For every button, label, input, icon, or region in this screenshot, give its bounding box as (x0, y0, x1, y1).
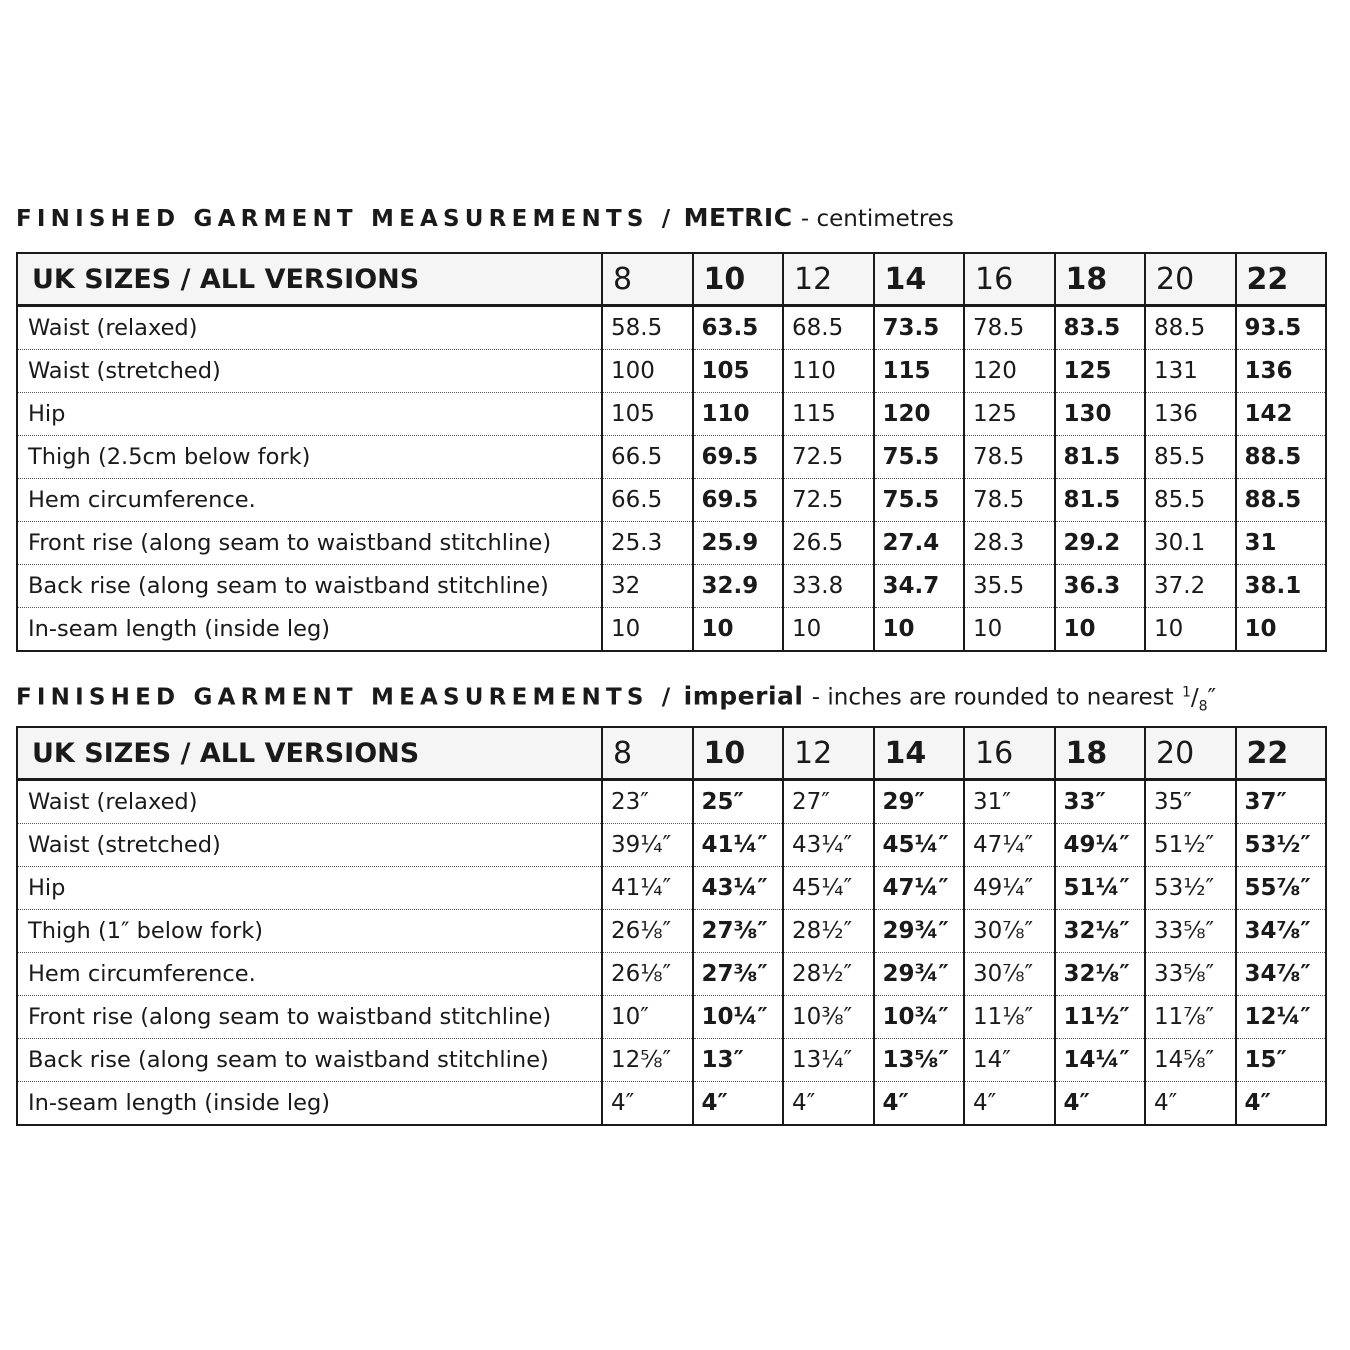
table-cell: 30.1 (1145, 522, 1236, 565)
row-label: Hem circumference. (17, 953, 602, 996)
table-row (17, 522, 1326, 565)
table-cell: 53½″ (1145, 867, 1236, 910)
table-cell: 33″ (1055, 780, 1146, 824)
table-cell: 10¾″ (874, 996, 965, 1039)
table-cell: 12¼″ (1236, 996, 1327, 1039)
table-cell: 41¼″ (693, 824, 784, 867)
table-cell: 27″ (783, 780, 874, 824)
row-label: Waist (relaxed) (17, 780, 602, 824)
table-cell: 35″ (1145, 780, 1236, 824)
table-row (17, 479, 1326, 522)
table-cell: 73.5 (874, 306, 965, 350)
imperial-heading-unit: imperial (683, 681, 804, 711)
table-cell: 10¼″ (693, 996, 784, 1039)
table-cell: 34.7 (874, 565, 965, 608)
table-cell: 85.5 (1145, 436, 1236, 479)
metric-header-row (17, 253, 1326, 306)
table-cell: 14″ (964, 1039, 1055, 1082)
table-cell: 53½″ (1236, 824, 1327, 867)
row-label: Thigh (1″ below fork) (17, 910, 602, 953)
table-cell: 69.5 (693, 436, 784, 479)
table-cell: 85.5 (1145, 479, 1236, 522)
table-cell: 34⅞″ (1236, 910, 1327, 953)
size-header: 20 (1145, 727, 1236, 780)
table-cell: 72.5 (783, 436, 874, 479)
row-label: Waist (relaxed) (17, 306, 602, 350)
table-cell: 66.5 (602, 436, 693, 479)
table-cell: 37″ (1236, 780, 1327, 824)
table-cell: 83.5 (1055, 306, 1146, 350)
table-cell: 110 (693, 393, 784, 436)
imperial-heading-note: - inches are rounded to nearest (811, 684, 1174, 711)
table-row (17, 306, 1326, 350)
table-cell: 28½″ (783, 910, 874, 953)
metric-heading-note: - centimetres (800, 206, 954, 232)
table-cell: 72.5 (783, 479, 874, 522)
table-cell: 25.3 (602, 522, 693, 565)
table-row (17, 867, 1326, 910)
row-label: Back rise (along seam to waistband stitchline) (17, 1039, 602, 1082)
row-label: Hip (17, 393, 602, 436)
table-cell: 27⅜″ (693, 910, 784, 953)
size-header: 14 (874, 253, 965, 306)
table-cell: 30⅞″ (964, 910, 1055, 953)
table-cell: 10 (1055, 608, 1146, 652)
table-cell: 31 (1236, 522, 1327, 565)
metric-section (16, 198, 1325, 652)
table-cell: 81.5 (1055, 479, 1146, 522)
table-cell: 63.5 (693, 306, 784, 350)
size-header: 8 (602, 727, 693, 780)
table-cell: 88.5 (1236, 436, 1327, 479)
table-cell: 58.5 (602, 306, 693, 350)
table-cell: 10″ (602, 996, 693, 1039)
table-cell: 29.2 (1055, 522, 1146, 565)
table-cell: 130 (1055, 393, 1146, 436)
table-cell: 29″ (874, 780, 965, 824)
metric-heading-unit: METRIC (683, 203, 793, 232)
table-row (17, 350, 1326, 393)
row-label: Front rise (along seam to waistband stitchline) (17, 522, 602, 565)
fraction-denominator: 8 (1198, 698, 1208, 715)
row-label: Back rise (along seam to waistband stitchline) (17, 565, 602, 608)
table-cell: 15″ (1236, 1039, 1327, 1082)
table-cell: 39¼″ (602, 824, 693, 867)
table-cell: 34⅞″ (1236, 953, 1327, 996)
table-cell: 33.8 (783, 565, 874, 608)
table-cell: 33⅝″ (1145, 910, 1236, 953)
table-cell: 41¼″ (602, 867, 693, 910)
table-cell: 45¼″ (874, 824, 965, 867)
table-cell: 10 (602, 608, 693, 652)
table-cell: 100 (602, 350, 693, 393)
table-cell: 93.5 (1236, 306, 1327, 350)
row-label: Waist (stretched) (17, 350, 602, 393)
table-cell: 32⅛″ (1055, 910, 1146, 953)
table-cell: 26.5 (783, 522, 874, 565)
table-cell: 29¾″ (874, 910, 965, 953)
table-row (17, 780, 1326, 824)
table-cell: 55⅞″ (1236, 867, 1327, 910)
table-cell: 10 (874, 608, 965, 652)
imperial-header-label: UK SIZES / ALL VERSIONS (17, 727, 602, 780)
row-label: Thigh (2.5cm below fork) (17, 436, 602, 479)
inch-mark: ″ (1207, 684, 1217, 711)
metric-table (16, 252, 1327, 652)
table-cell: 125 (964, 393, 1055, 436)
table-cell: 69.5 (693, 479, 784, 522)
table-cell: 14⅝″ (1145, 1039, 1236, 1082)
size-header: 8 (602, 253, 693, 306)
table-cell: 35.5 (964, 565, 1055, 608)
table-cell: 4″ (964, 1082, 1055, 1126)
size-header: 18 (1055, 727, 1146, 780)
table-cell: 78.5 (964, 479, 1055, 522)
table-cell: 75.5 (874, 436, 965, 479)
table-cell: 88.5 (1236, 479, 1327, 522)
table-cell: 115 (874, 350, 965, 393)
table-cell: 115 (783, 393, 874, 436)
table-cell: 10 (1236, 608, 1327, 652)
table-cell: 30⅞″ (964, 953, 1055, 996)
row-label: Waist (stretched) (17, 824, 602, 867)
table-cell: 13″ (693, 1039, 784, 1082)
table-row (17, 1082, 1326, 1126)
table-cell: 88.5 (1145, 306, 1236, 350)
table-cell: 49¼″ (1055, 824, 1146, 867)
table-cell: 10⅜″ (783, 996, 874, 1039)
table-cell: 125 (1055, 350, 1146, 393)
table-row (17, 436, 1326, 479)
table-cell: 28.3 (964, 522, 1055, 565)
size-header: 22 (1236, 727, 1327, 780)
table-cell: 38.1 (1236, 565, 1327, 608)
table-row (17, 393, 1326, 436)
table-cell: 4″ (693, 1082, 784, 1126)
row-label: Front rise (along seam to waistband stitchline) (17, 996, 602, 1039)
table-cell: 11⅞″ (1145, 996, 1236, 1039)
table-cell: 28½″ (783, 953, 874, 996)
table-cell: 81.5 (1055, 436, 1146, 479)
table-cell: 10 (964, 608, 1055, 652)
size-header: 20 (1145, 253, 1236, 306)
table-cell: 36.3 (1055, 565, 1146, 608)
eighth-fraction: $^1/_8''$ (1181, 684, 1217, 715)
table-cell: 105 (693, 350, 784, 393)
table-cell: 78.5 (964, 306, 1055, 350)
size-header: 10 (693, 727, 784, 780)
table-cell: 4″ (874, 1082, 965, 1126)
size-header: 18 (1055, 253, 1146, 306)
table-cell: 68.5 (783, 306, 874, 350)
table-cell: 120 (964, 350, 1055, 393)
table-row (17, 565, 1326, 608)
table-row (17, 953, 1326, 996)
table-cell: 10 (693, 608, 784, 652)
table-cell: 4″ (1055, 1082, 1146, 1126)
table-cell: 29¾″ (874, 953, 965, 996)
table-cell: 14¼″ (1055, 1039, 1146, 1082)
metric-body (17, 306, 1326, 652)
table-cell: 43¼″ (783, 824, 874, 867)
size-header: 10 (693, 253, 784, 306)
table-cell: 11½″ (1055, 996, 1146, 1039)
table-cell: 51½″ (1145, 824, 1236, 867)
table-cell: 13⅝″ (874, 1039, 965, 1082)
table-row (17, 910, 1326, 953)
row-label: Hem circumference. (17, 479, 602, 522)
table-cell: 26⅛″ (602, 910, 693, 953)
metric-header-label: UK SIZES / ALL VERSIONS (17, 253, 602, 306)
fraction-numerator: 1 (1181, 684, 1191, 700)
table-row (17, 608, 1326, 652)
row-label: In-seam length (inside leg) (28, 1090, 331, 1116)
table-cell: 136 (1236, 350, 1327, 393)
table-cell: 31″ (964, 780, 1055, 824)
table-cell: 4″ (1236, 1082, 1327, 1126)
table-cell: 51¼″ (1055, 867, 1146, 910)
imperial-heading-main: FINISHED GARMENT MEASUREMENTS / (16, 684, 676, 711)
imperial-heading (16, 672, 1325, 715)
table-cell: 66.5 (602, 479, 693, 522)
table-cell: 105 (602, 393, 693, 436)
table-cell: 32⅛″ (1055, 953, 1146, 996)
table-cell: 32 (602, 565, 693, 608)
table-cell: 142 (1236, 393, 1327, 436)
imperial-section (16, 672, 1325, 1126)
table-cell: 110 (783, 350, 874, 393)
table-cell: 13¼″ (783, 1039, 874, 1082)
size-header: 14 (874, 727, 965, 780)
table-cell: 10 (1145, 608, 1236, 652)
table-cell: 25.9 (693, 522, 784, 565)
table-cell: 27.4 (874, 522, 965, 565)
table-cell: 45¼″ (783, 867, 874, 910)
table-cell: 120 (874, 393, 965, 436)
table-cell: 49¼″ (964, 867, 1055, 910)
size-header: 22 (1236, 253, 1327, 306)
row-label: Hip (17, 867, 602, 910)
table-cell: 4″ (602, 1082, 693, 1126)
table-cell: 136 (1145, 393, 1236, 436)
table-cell: 26⅛″ (602, 953, 693, 996)
table-cell: 78.5 (964, 436, 1055, 479)
table-cell: 75.5 (874, 479, 965, 522)
table-cell: 12⅝″ (602, 1039, 693, 1082)
table-cell: 23″ (602, 780, 693, 824)
size-header: 16 (964, 253, 1055, 306)
table-cell: 131 (1145, 350, 1236, 393)
table-cell: 37.2 (1145, 565, 1236, 608)
size-header: 16 (964, 727, 1055, 780)
table-cell: 27⅜″ (693, 953, 784, 996)
table-cell: 47¼″ (964, 824, 1055, 867)
table-cell: 33⅝″ (1145, 953, 1236, 996)
table-row (17, 1039, 1326, 1082)
size-header: 12 (783, 727, 874, 780)
size-header: 12 (783, 253, 874, 306)
imperial-header-row (17, 727, 1326, 780)
table-row (17, 996, 1326, 1039)
table-cell: 4″ (783, 1082, 874, 1126)
table-cell: 47¼″ (874, 867, 965, 910)
table-cell: 4″ (1145, 1082, 1236, 1126)
table-row (17, 824, 1326, 867)
metric-heading-main: FINISHED GARMENT MEASUREMENTS / (16, 206, 676, 232)
imperial-body (17, 780, 1326, 1126)
table-cell: 43¼″ (693, 867, 784, 910)
row-label: In-seam length (inside leg) (28, 616, 331, 642)
table-cell: 32.9 (693, 565, 784, 608)
table-cell: 10 (783, 608, 874, 652)
table-cell: 11⅛″ (964, 996, 1055, 1039)
imperial-table (16, 726, 1327, 1126)
table-cell: 25″ (693, 780, 784, 824)
metric-heading (16, 198, 1325, 238)
